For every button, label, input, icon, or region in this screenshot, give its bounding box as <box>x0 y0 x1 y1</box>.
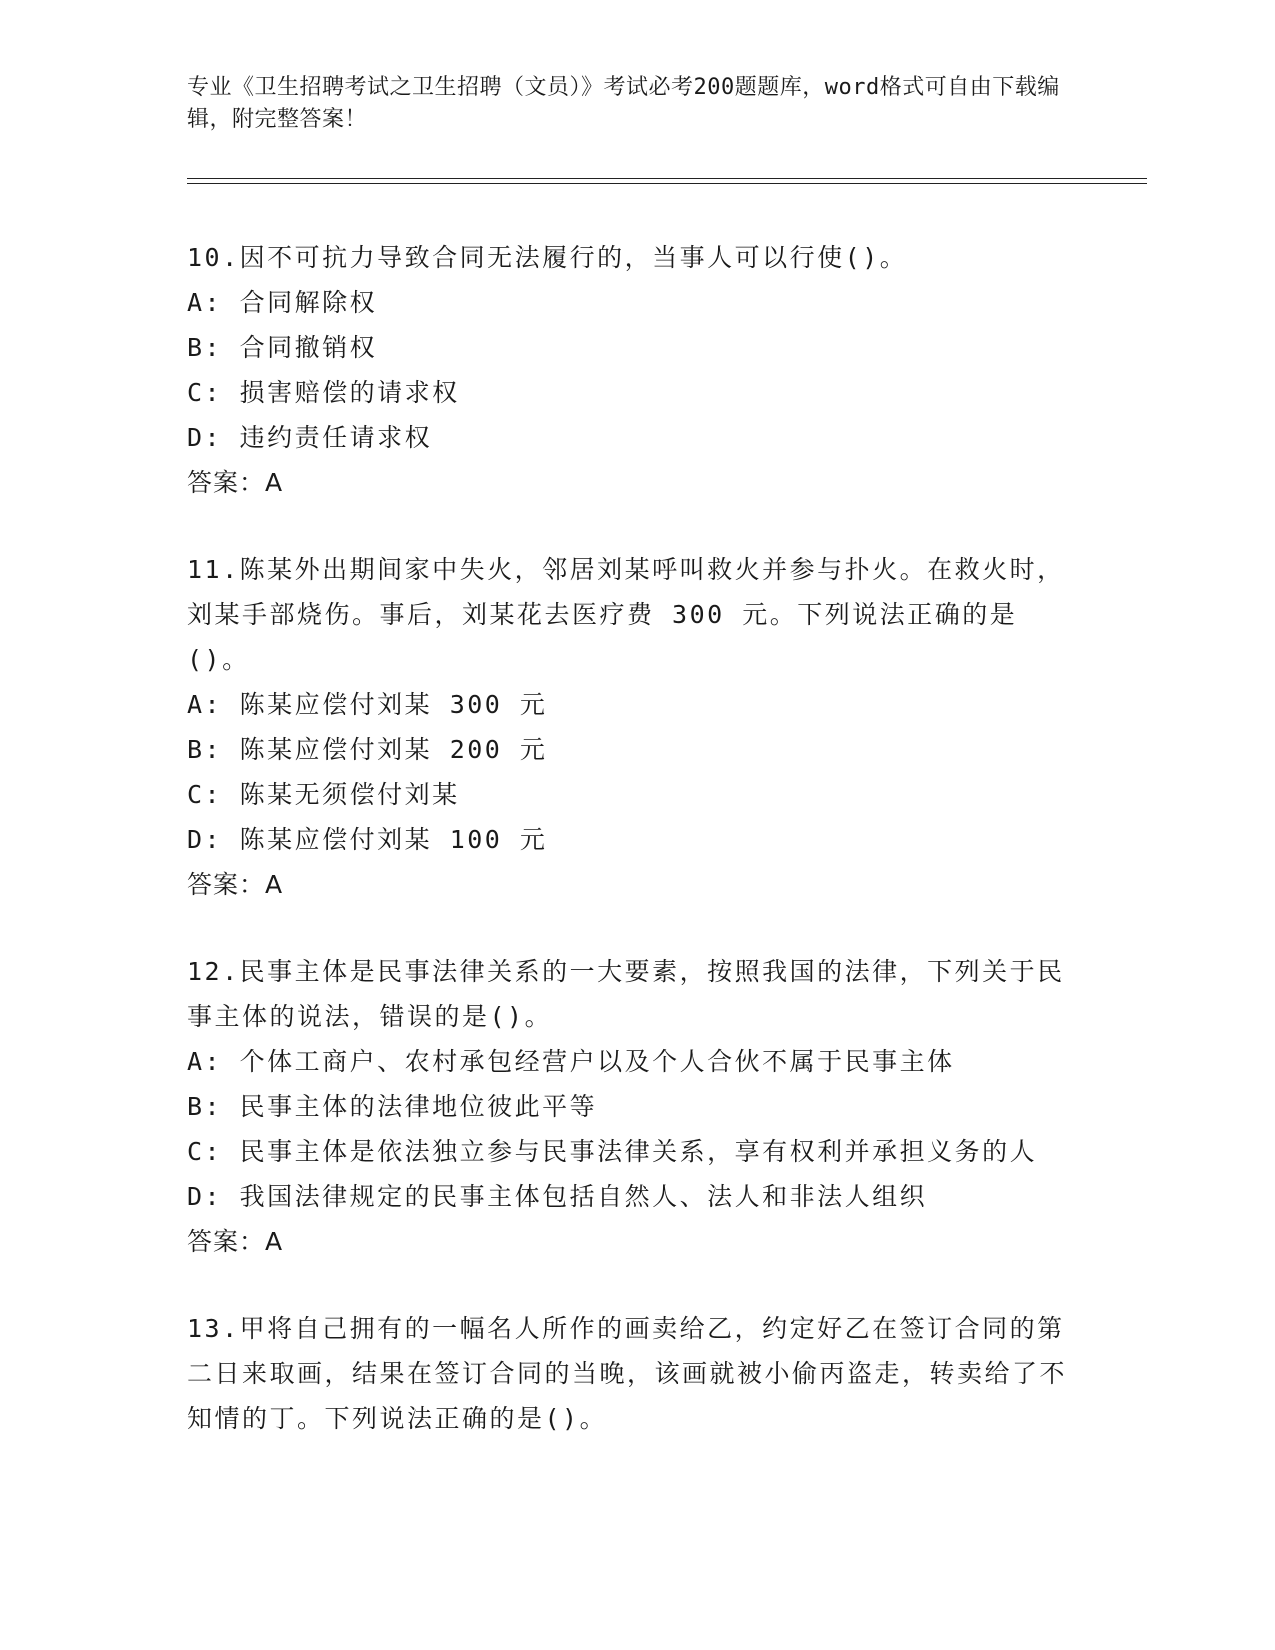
option-b: B: 陈某应偿付刘某 200 元 <box>187 735 548 764</box>
option-d: D: 陈某应偿付刘某 100 元 <box>187 825 548 854</box>
answer-line: 答案：A <box>187 468 284 497</box>
option-a: A: 陈某应偿付刘某 300 元 <box>187 690 548 719</box>
option-c: C: 损害赔偿的请求权 <box>187 378 460 407</box>
question-stem: 10.因不可抗力导致合同无法履行的，当事人可以行使()。 <box>187 243 908 272</box>
option-d: D: 违约责任请求权 <box>187 423 433 452</box>
answer-line: 答案：A <box>187 870 284 899</box>
question-10 <box>187 235 1067 505</box>
option-a: A: 个体工商户、农村承包经营户以及个人合伙不属于民事主体 <box>187 1047 955 1076</box>
answer-line: 答案：A <box>187 1227 284 1256</box>
question-list <box>187 235 1067 1483</box>
question-stem: 12.民事主体是民事法律关系的一大要素，按照我国的法律，下列关于民事主体的说法，错误的是()。 <box>187 957 1065 1031</box>
option-a: A: 合同解除权 <box>187 288 378 317</box>
document-header: 专业《卫生招聘考试之卫生招聘（文员）》考试必考200题题库，word格式可自由下载编辑，附完整答案！ <box>187 75 1060 132</box>
header-divider-top <box>187 178 1147 179</box>
option-c: C: 民事主体是依法独立参与民事法律关系，享有权利并承担义务的人 <box>187 1137 1038 1166</box>
option-b: B: 合同撤销权 <box>187 333 378 362</box>
option-c: C: 陈某无须偿付刘某 <box>187 780 460 809</box>
option-d: D: 我国法律规定的民事主体包括自然人、法人和非法人组织 <box>187 1182 928 1211</box>
header-divider-bottom <box>187 183 1147 184</box>
question-13 <box>187 1306 1067 1441</box>
question-stem: 11.陈某外出期间家中失火，邻居刘某呼叫救火并参与扑火。在救火时，刘某手部烧伤。事后，刘某花去医疗费 300 元。下列说法正确的是()。 <box>187 555 1065 674</box>
question-12 <box>187 949 1067 1264</box>
question-stem: 13.甲将自己拥有的一幅名人所作的画卖给乙，约定好乙在签订合同的第二日来取画，结果在签订合同的当晚，该画就被小偷丙盗走，转卖给了不知情的丁。下列说法正确的是()。 <box>187 1314 1068 1433</box>
question-11 <box>187 547 1067 907</box>
option-b: B: 民事主体的法律地位彼此平等 <box>187 1092 598 1121</box>
